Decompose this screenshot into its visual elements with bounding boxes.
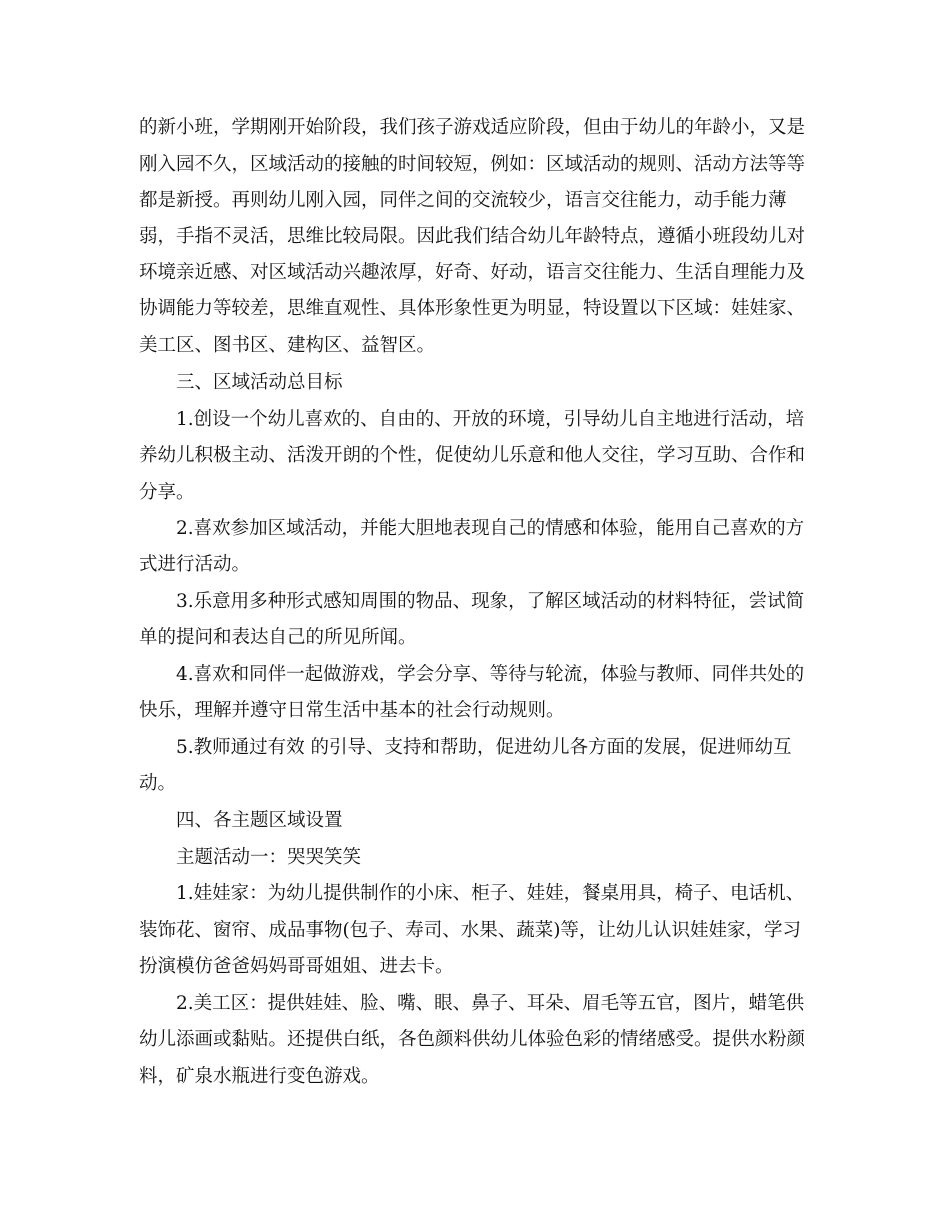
text-line: 美工区、图书区、建构区、益智区。 bbox=[139, 335, 436, 356]
text-line: 4.喜欢和同伴一起做游戏，学会分享、等待与轮流，体验与教师、同伴共处的 bbox=[176, 664, 805, 685]
text-line: 5.教师通过有效 的引导、支持和帮助，促进幼儿各方面的发展，促进师幼互 bbox=[176, 737, 792, 758]
text-line: 扮演模仿爸爸妈妈哥哥姐姐、进去卡。 bbox=[139, 956, 454, 977]
text-line: 分享。 bbox=[139, 482, 195, 503]
text-line: 协调能力等较差，思维直观性、具体形象性更为明显，特设置以下区域：娃娃家、 bbox=[139, 298, 806, 319]
text-line: 快乐，理解并遵守日常生活中基本的社会行动规则。 bbox=[139, 700, 565, 721]
text-line: 环境亲近感、对区域活动兴趣浓厚，好奇、好动，语言交往能力、生活自理能力及 bbox=[139, 262, 806, 283]
text-line: 1.娃娃家：为幼儿提供制作的小床、柜子、娃娃，餐桌用具，椅子、电话机、 bbox=[176, 883, 805, 904]
text-line: 养幼儿积极主动、活泼开朗的个性，促使幼儿乐意和他人交往，学习互助、合作和 bbox=[139, 445, 806, 466]
text-line: 2.喜欢参加区域活动，并能大胆地表现自己的情感和体验，能用自己喜欢的方 bbox=[176, 518, 805, 539]
text-line: 幼儿添画或黏贴。还提供白纸，各色颜料供幼儿体验色彩的情绪感受。提供水粉颜 bbox=[139, 1029, 806, 1050]
text-line: 料，矿泉水瓶进行变色游戏。 bbox=[139, 1066, 380, 1087]
text-line: 1.创设一个幼儿喜欢的、自由的、开放的环境，引导幼儿自主地进行活动，培 bbox=[176, 409, 805, 430]
section-heading: 四、各主题区域设置 bbox=[176, 810, 343, 831]
subsection-heading: 主题活动一：哭哭笑笑 bbox=[176, 847, 362, 868]
text-line: 式进行活动。 bbox=[139, 554, 251, 575]
text-line: 2.美工区：提供娃娃、脸、嘴、眼、鼻子、耳朵、眉毛等五官，图片，蜡笔供 bbox=[176, 993, 805, 1014]
text-line: 3.乐意用多种形式感知周围的物品、现象，了解区域活动的材料特征，尝试简 bbox=[176, 591, 805, 612]
text-line: 弱，手指不灵活，思维比较局限。因此我们结合幼儿年龄特点，遵循小班段幼儿对 bbox=[139, 226, 806, 247]
text-line: 单的提问和表达自己的所见所闻。 bbox=[139, 627, 417, 648]
text-line: 装饰花、窗帘、成品事物(包子、寿司、水果、蔬菜)等，让幼儿认识娃娃家，学习 bbox=[139, 920, 801, 941]
text-line: 都是新授。再则幼儿刚入园，同伴之间的交流较少，语言交往能力，动手能力薄 bbox=[139, 190, 787, 211]
text-line: 刚入园不久，区域活动的接触的时间较短，例如：区域活动的规则、活动方法等等 bbox=[139, 154, 806, 175]
section-heading: 三、区域活动总目标 bbox=[176, 372, 343, 393]
text-line: 的新小班，学期刚开始阶段，我们孩子游戏适应阶段，但由于幼儿的年龄小，又是 bbox=[139, 117, 806, 138]
text-line: 动。 bbox=[139, 773, 177, 794]
